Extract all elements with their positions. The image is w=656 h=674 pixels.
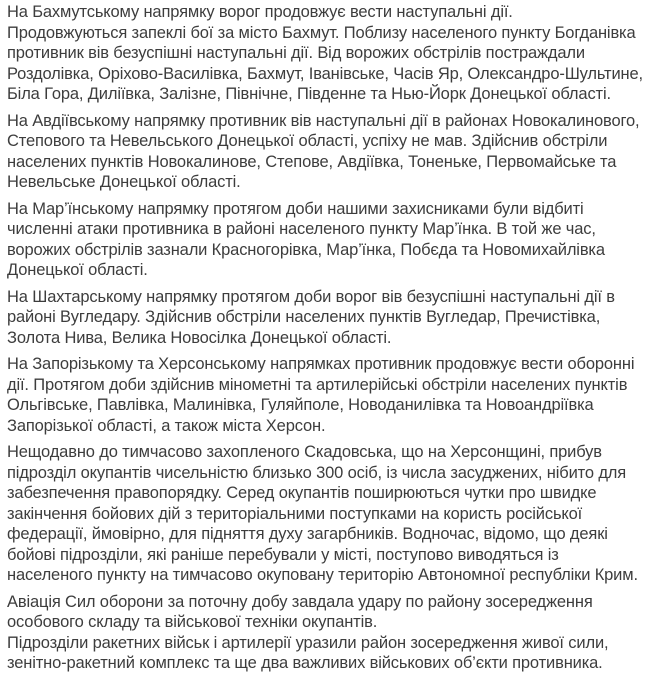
paragraph: На Шахтарському напрямку протягом доби ворог вів безуспішні наступальні дії в районі Вугледару. Здійснив обстріли населених пунктів Вугледар, Пречистівка, Золота Нива, Велика Новосілка Донецької області. <box>7 287 615 347</box>
paragraph: На Авдіївському напрямку противник вів наступальні дії в районах Новокалинового, Степового та Невельського Донецької області, успіху не мав. Здійснив обстріли населених пунктів Новокалинове, Степове, Авдіївка, Тоненьке, Первомайське та Невельське Донецької області. <box>7 111 640 191</box>
paragraph: Авіація Сил оборони за поточну добу завдала удару по району зосередження особового складу та військової техніки окупантів. Підрозділи ракетних військ і артилерії уразили район зосередження живої сили, зенітно-ракетний комплекс та ще два важливих військових об’єкти противника. <box>7 592 609 672</box>
paragraph: На Бахмутському напрямку ворог продовжує вести наступальні дії. Продовжуються запеклі бої за місто Бахмут. Поблизу населеного пункту Богданівка противник вів безуспішні наступальні дії. Від ворожих обстрілів постраждали Роздолівка, Оріхово-Василівка, Бахмут, Іванівське, Часів Яр, Олександро-Шультине, Біла Гора, Диліївка, Залізне, Північне, Південне та Нью-Йорк Донецької області. <box>7 3 643 103</box>
paragraph: Нещодавно до тимчасово захопленого Скадовська, що на Херсонщині, прибув підрозділ окупантів чисельністю близько 300 осіб, із числа засуджених, нібито для забезпечення правопорядку. Серед окупантів поширюються чутки про швидке закінчення бойових дій з територіальними поступками на користь російської федерації, ймовірно, для підняття духу загарбників. Водночас, відомо, що деякі бойові підрозділи, які раніше перебували у місті, поступово виводяться із населеного пункту на тимчасово окуповану територію Автономної республіки Крим. <box>7 443 638 584</box>
paragraph: На Мар’їнському напрямку протягом доби нашими захисниками були відбиті численні атаки противника в районі населеного пункту Мар’їнка. В той же час, ворожих обстрілів зазнали Красногорівка, Мар’їнка, Побєда та Новомихайлівка Донецької області. <box>7 199 605 279</box>
post-body <box>7 2 646 674</box>
paragraph: На Запорізькому та Херсонському напрямках противник продовжує вести оборонні дії. Протягом доби здійснив мінометні та артилерійські обстріли населених пунктів Ольгівське, Павлівка, Малинівка, Гуляйполе, Новоданилівка та Новоандріївка Запорізької області, а також міста Херсон. <box>7 355 635 435</box>
